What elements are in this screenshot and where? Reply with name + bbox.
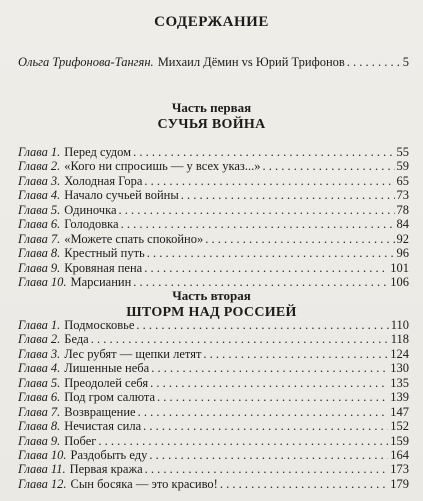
- chapter-page-number: 139: [390, 390, 409, 405]
- chapter-entry: [18, 261, 409, 275]
- chapter-title: Беда: [64, 332, 89, 347]
- dot-leader: [149, 448, 388, 462]
- chapter-number: 7.: [50, 231, 61, 246]
- chapter-number: 10.: [50, 447, 67, 462]
- dot-leader: [181, 188, 395, 202]
- chapter-page-number: 124: [390, 346, 409, 361]
- chapter-entry: [18, 246, 409, 260]
- chapter-word: Глава: [18, 346, 48, 361]
- chapter-entry: [18, 145, 409, 159]
- chapter-entry: [18, 477, 409, 491]
- chapter-page-number: 59: [396, 159, 409, 174]
- chapter-word: Глава: [18, 447, 48, 462]
- dot-leader: [138, 405, 389, 419]
- dot-leader: [144, 261, 388, 275]
- dot-leader: [150, 376, 388, 390]
- chapter-page-number: 92: [396, 231, 409, 246]
- chapter-number: 1.: [50, 318, 61, 332]
- chapter-page-number: 106: [390, 274, 409, 289]
- chapter-number: 9.: [50, 260, 61, 275]
- chapter-page-number: 159: [390, 433, 409, 448]
- chapter-word: Глава: [18, 173, 48, 188]
- chapter-entry: [18, 390, 409, 404]
- chapter-number: 1.: [50, 145, 61, 159]
- chapter-page-number: 78: [396, 202, 409, 217]
- chapter-word: Глава: [18, 159, 48, 174]
- chapter-page-number: 65: [396, 173, 409, 188]
- dot-leader: [347, 54, 401, 70]
- chapter-word: Глава: [18, 260, 48, 275]
- chapter-word: Глава: [18, 217, 48, 232]
- chapter-page-number: 179: [390, 476, 409, 491]
- chapter-title: Перед судом: [64, 145, 132, 159]
- dot-leader: [220, 477, 388, 491]
- chapter-entry: [18, 419, 409, 433]
- chapter-word: Глава: [18, 318, 48, 332]
- chapter-title: Лишенные неба: [64, 361, 150, 376]
- chapter-number: 3.: [50, 346, 61, 361]
- chapter-word: Глава: [18, 332, 48, 347]
- chapter-number: 5.: [50, 202, 61, 217]
- chapter-number: 3.: [50, 173, 61, 188]
- chapter-page-number: 101: [390, 260, 409, 275]
- chapter-number: 5.: [50, 375, 61, 390]
- chapter-title: Начало сучьей войны: [64, 188, 179, 203]
- dot-leader: [133, 145, 394, 159]
- chapter-word: Глава: [18, 145, 48, 159]
- chapter-word: Глава: [18, 202, 48, 217]
- chapter-page-number: 84: [396, 217, 409, 232]
- chapter-number: 4.: [50, 361, 61, 376]
- chapter-page-number: 118: [390, 332, 409, 347]
- intro-page-number: 5: [402, 55, 409, 69]
- chapter-word: Глава: [18, 361, 48, 376]
- dot-leader: [121, 217, 395, 231]
- dot-leader: [144, 174, 394, 188]
- chapter-word: Глава: [18, 246, 48, 261]
- chapter-title: Лес рубят — щепки летят: [64, 346, 202, 361]
- intro-entry: [18, 54, 409, 70]
- dot-leader: [151, 361, 388, 375]
- chapter-page-number: 164: [390, 447, 409, 462]
- part1-chapter-list: [18, 145, 409, 289]
- chapter-entry: [18, 318, 409, 332]
- chapter-number: 6.: [50, 390, 61, 405]
- dot-leader: [145, 462, 389, 476]
- chapter-title: Под гром салюта: [64, 390, 156, 405]
- chapter-title: Нечистая сила: [64, 419, 142, 434]
- chapter-entry: [18, 376, 409, 390]
- chapter-number: 2.: [50, 332, 61, 347]
- dot-leader: [119, 203, 395, 217]
- chapter-title: Крестный путь: [64, 246, 145, 261]
- chapter-word: Глава: [18, 188, 48, 203]
- chapter-page-number: 173: [390, 462, 409, 477]
- chapter-entry: [18, 217, 409, 231]
- chapter-word: Глава: [18, 231, 48, 246]
- chapter-title: Сын босяка — это красиво!: [70, 476, 218, 491]
- chapter-entry: [18, 347, 409, 361]
- chapter-title: Подмосковье: [64, 318, 135, 332]
- dot-leader: [203, 347, 388, 361]
- chapter-word: Глава: [18, 390, 48, 405]
- chapter-title: Преодолей себя: [64, 375, 149, 390]
- chapter-entry: [18, 232, 409, 246]
- chapter-title: Побег: [64, 433, 97, 448]
- chapter-number: 10.: [50, 274, 67, 289]
- chapter-entry: [18, 361, 409, 375]
- chapter-page-number: 135: [390, 375, 409, 390]
- chapter-title: Марсианин: [70, 274, 132, 289]
- chapter-title: Одиночка: [64, 202, 117, 217]
- chapter-entry: [18, 188, 409, 202]
- chapter-word: Глава: [18, 375, 48, 390]
- chapter-word: Глава: [18, 404, 48, 419]
- chapter-number: 12.: [50, 476, 67, 491]
- chapter-number: 2.: [50, 159, 61, 174]
- chapter-entry: [18, 405, 409, 419]
- chapter-number: 6.: [50, 217, 61, 232]
- chapter-title: Возвращение: [64, 404, 136, 419]
- dot-leader: [143, 419, 388, 433]
- dot-leader: [157, 390, 388, 404]
- chapter-page-number: 55: [396, 145, 409, 159]
- chapter-page-number: 147: [390, 404, 409, 419]
- chapter-number: 7.: [50, 404, 61, 419]
- chapter-entry: [18, 332, 409, 346]
- chapter-page-number: 96: [396, 246, 409, 261]
- chapter-number: 8.: [50, 419, 61, 434]
- chapter-word: Глава: [18, 419, 48, 434]
- chapter-word: Глава: [18, 433, 48, 448]
- dot-leader: [205, 232, 394, 246]
- chapter-number: 11.: [50, 462, 66, 477]
- toc-heading: СОДЕРЖАНИЕ: [154, 14, 269, 30]
- chapter-entry: [18, 159, 409, 173]
- part2-chapter-list: [18, 318, 409, 491]
- chapter-title: «Кого ни спросишь — у всех указ...»: [64, 159, 261, 174]
- part2-label: Часть вторая: [172, 288, 251, 303]
- dot-leader: [98, 434, 388, 448]
- dot-leader: [136, 318, 388, 332]
- chapter-entry: [18, 203, 409, 217]
- intro-title: Михаил Дёмин vs Юрий Трифонов: [157, 55, 345, 69]
- chapter-word: Глава: [18, 476, 48, 491]
- chapter-entry: [18, 462, 409, 476]
- part1-label: Часть первая: [171, 100, 252, 115]
- chapter-entry: [18, 434, 409, 448]
- chapter-title: Раздобыть еду: [70, 447, 148, 462]
- chapter-entry: [18, 174, 409, 188]
- chapter-title: «Можете спать спокойно»: [64, 231, 204, 246]
- chapter-page-number: 152: [390, 419, 409, 434]
- chapter-title: Голодовка: [64, 217, 119, 232]
- chapter-number: 4.: [50, 188, 61, 203]
- chapter-page-number: 73: [396, 188, 409, 203]
- part2-title: ШТОРМ НАД РОССИЕЙ: [126, 305, 297, 320]
- chapter-page-number: 110: [390, 318, 409, 332]
- chapter-title: Холодная Гора: [64, 173, 143, 188]
- dot-leader: [262, 159, 394, 173]
- chapter-entry: [18, 448, 409, 462]
- dot-leader: [91, 332, 389, 346]
- dot-leader: [147, 246, 395, 260]
- chapter-number: 8.: [50, 246, 61, 261]
- part1-title: СУЧЬЯ ВОЙНА: [157, 117, 266, 132]
- chapter-page-number: 130: [390, 361, 409, 376]
- chapter-number: 9.: [50, 433, 61, 448]
- intro-author: Ольга Трифонова-Тангян.: [18, 55, 154, 69]
- chapter-title: Кровяная пена: [64, 260, 143, 275]
- chapter-word: Глава: [18, 462, 48, 477]
- chapter-title: Первая кража: [69, 462, 143, 477]
- chapter-word: Глава: [18, 274, 48, 289]
